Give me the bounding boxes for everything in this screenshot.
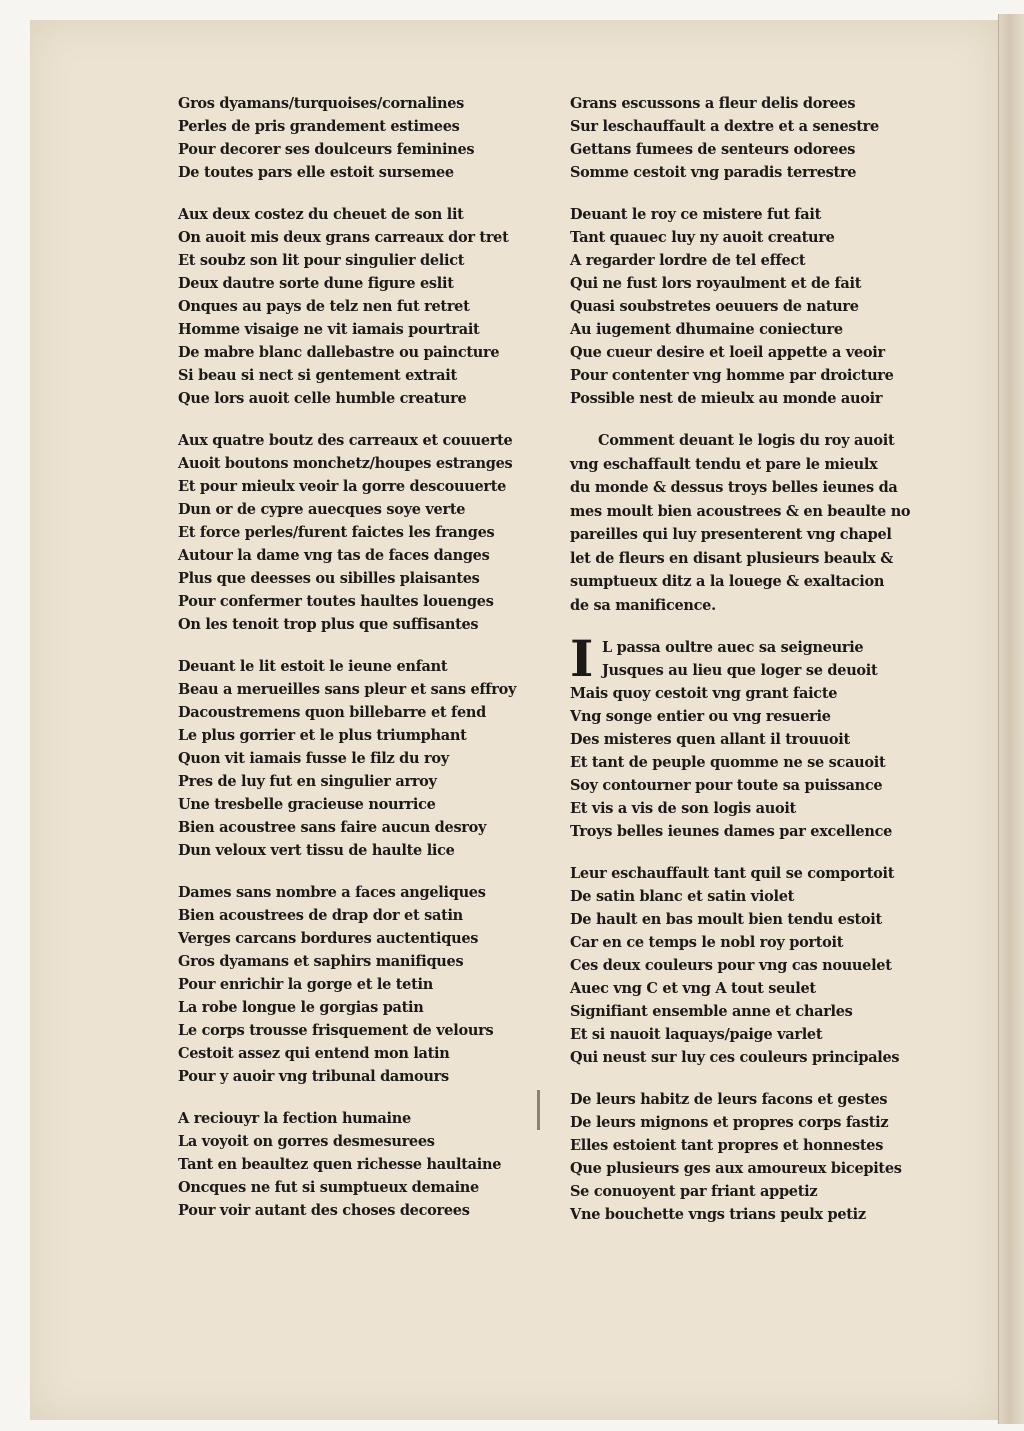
verse-line: Et tant de peuple quomme ne se scauoit xyxy=(570,754,886,771)
verse-line: Somme cestoit vng paradis terrestre xyxy=(570,164,857,181)
stanza xyxy=(570,92,950,184)
rubric-line: sumptueux ditz a la louege & exaltacion xyxy=(570,573,885,590)
rubric-line: pareilles qui luy presenterent vng chapel xyxy=(570,526,892,543)
verse-line: Deuant le lit estoit le ieune enfant xyxy=(178,658,448,675)
verse-line: Si beau si nect si gentement extrait xyxy=(178,367,457,384)
verse-line: Ces deux couleurs pour vng cas nouuelet xyxy=(570,957,892,974)
verse-line: Elles estoient tant propres et honnestes xyxy=(570,1137,884,1154)
verse-line: Deux dautre sorte dune figure eslit xyxy=(178,275,454,292)
verse-line: Sur leschauffault a dextre et a senestre xyxy=(570,118,879,135)
verse-line: De satin blanc et satin violet xyxy=(570,888,795,905)
stanza xyxy=(570,1088,950,1226)
verse-line: Et soubz son lit pour singulier delict xyxy=(178,252,465,269)
verse-line: Qui neust sur luy ces couleurs principales xyxy=(570,1049,900,1066)
verse-line: Grans escussons a fleur delis dorees xyxy=(570,95,856,112)
verse-line: Jusques au lieu que loger se deuoit xyxy=(602,662,878,679)
stanza xyxy=(178,655,528,862)
verse-line: Vng songe entier ou vng resuerie xyxy=(570,708,831,725)
verse-line: Gros dyamans/turquoises/cornalines xyxy=(178,95,465,112)
verse-line: Car en ce temps le nobl roy portoit xyxy=(570,934,844,951)
stanza xyxy=(570,629,950,843)
verse-line: Vne bouchette vngs trians peulx petiz xyxy=(570,1206,866,1223)
verse-line: Possible nest de mieulx au monde auoir xyxy=(570,390,883,407)
verse-line: Soy contourner pour toute sa puissance xyxy=(570,777,883,794)
verse-line: Mais quoy cestoit vng grant faicte xyxy=(570,685,838,702)
verse-line: Onques au pays de telz nen fut retret xyxy=(178,298,470,315)
left-column xyxy=(178,92,528,1241)
verse-line: Plus que deesses ou sibilles plaisantes xyxy=(178,570,480,587)
verse-line: Oncques ne fut si sumptueux demaine xyxy=(178,1179,479,1196)
verse-line: Pour confermer toutes haultes louenges xyxy=(178,593,494,610)
verse-line: On auoit mis deux grans carreaux dor tret xyxy=(178,229,509,246)
verse-line: Dun or de cypre auecques soye verte xyxy=(178,501,466,518)
verse-line: Bien acoustree sans faire aucun desroy xyxy=(178,819,487,836)
verse-line: Gettans fumees de senteurs odorees xyxy=(570,141,856,158)
verse-line: Dun veloux vert tissu de haulte lice xyxy=(178,842,455,859)
verse-line: De mabre blanc dallebastre ou paincture xyxy=(178,344,500,361)
margin-mark xyxy=(537,1090,540,1130)
verse-line: De hault en bas moult bien tendu estoit xyxy=(570,911,882,928)
verse-line: Pour voir autant des choses decorees xyxy=(178,1202,470,1219)
verse-line: Au iugement dhumaine coniecture xyxy=(570,321,843,338)
verse-line: Que lors auoit celle humble creature xyxy=(178,390,467,407)
verse-line: Beau a merueilles sans pleur et sans effroy xyxy=(178,681,517,698)
drop-capital: I xyxy=(570,629,594,688)
stanza xyxy=(178,203,528,410)
verse-line: Pour contenter vng homme par droicture xyxy=(570,367,894,384)
verse-line: Verges carcans bordures auctentiques xyxy=(178,930,479,947)
verse-line: Troys belles ieunes dames par excellence xyxy=(570,823,893,840)
facing-page-edge xyxy=(998,14,1024,1424)
verse-line: Auoit boutons monchetz/houpes estranges xyxy=(178,455,513,472)
verse-line: Et pour mieulx veoir la gorre descouuerte xyxy=(178,478,507,495)
verse-line: Perles de pris grandement estimees xyxy=(178,118,460,135)
verse-line: Se conuoyent par friant appetiz xyxy=(570,1183,818,1200)
verse-line: Leur eschauffault tant quil se comportoit xyxy=(570,865,895,882)
stanza xyxy=(570,203,950,410)
verse-line: Dames sans nombre a faces angeliques xyxy=(178,884,486,901)
verse-line: A regarder lordre de tel effect xyxy=(570,252,806,269)
verse-line: Que plusieurs ges aux amoureux bicepites xyxy=(570,1160,902,1177)
verse-line: Le plus gorrier et le plus triumphant xyxy=(178,727,467,744)
stanza xyxy=(178,1107,528,1222)
stanza xyxy=(178,881,528,1088)
rubric-line: mes moult bien acoustrees & en beaulte no xyxy=(570,502,911,520)
verse-line: Autour la dame vng tas de faces danges xyxy=(178,547,490,564)
verse-line: Que cueur desire et loeil appette a veoir xyxy=(570,344,885,361)
verse-line: Signifiant ensemble anne et charles xyxy=(570,1003,853,1020)
rubric-line: vng eschaffault tendu et pare le mieulx xyxy=(570,455,878,473)
verse-line: Gros dyamans et saphirs manifiques xyxy=(178,953,464,970)
verse-line: Tant quauec luy ny auoit creature xyxy=(570,229,835,246)
verse-line: Pour y auoir vng tribunal damours xyxy=(178,1068,449,1085)
verse-line: Pres de luy fut en singulier arroy xyxy=(178,773,437,790)
verse-line: Et vis a vis de son logis auoit xyxy=(570,800,796,817)
stanza xyxy=(178,92,528,184)
verse-line: Bien acoustrees de drap dor et satin xyxy=(178,907,463,924)
verse-line: Tant en beaultez quen richesse haultaine xyxy=(178,1156,502,1173)
rubric-line: du monde & dessus troys belles ieunes da xyxy=(570,479,898,496)
verse-line: Pour enrichir la gorge et le tetin xyxy=(178,976,433,993)
verse-line: Deuant le roy ce mistere fut fait xyxy=(570,206,822,223)
rubric-line: let de fleurs en disant plusieurs beaulx & xyxy=(570,549,894,567)
verse-line: L passa oultre auec sa seigneurie xyxy=(602,639,864,656)
verse-line: Quon vit iamais fusse le filz du roy xyxy=(178,750,449,767)
verse-line: Le corps trousse frisquement de velours xyxy=(178,1022,494,1039)
rubric-line: Comment deuant le logis du roy auoit xyxy=(598,432,895,449)
verse-line: De leurs habitz de leurs facons et gestes xyxy=(570,1091,888,1108)
verse-line: Quasi soubstretes oeuuers de nature xyxy=(570,298,859,315)
verse-line: Qui ne fust lors royaulment et de fait xyxy=(570,275,862,292)
stanza xyxy=(570,862,950,1069)
verse-line: Pour decorer ses doulceurs feminines xyxy=(178,141,475,158)
right-column xyxy=(570,92,950,1245)
verse-line: La voyoit on gorres desmesurees xyxy=(178,1133,435,1150)
verse-line: On les tenoit trop plus que suffisantes xyxy=(178,616,479,633)
verse-line: Auec vng C et vng A tout seulet xyxy=(570,980,816,997)
rubric-paragraph xyxy=(570,429,950,617)
verse-line: Et force perles/furent faictes les franges xyxy=(178,524,495,541)
verse-line: Aux deux costez du cheuet de son lit xyxy=(178,206,464,223)
verse-line: La robe longue le gorgias patin xyxy=(178,999,424,1016)
rubric-line: de sa manificence. xyxy=(570,596,716,614)
verse-line: Aux quatre boutz des carreaux et couuerte xyxy=(178,432,513,449)
stanza xyxy=(178,429,528,636)
verse-line: Dacoustremens quon billebarre et fend xyxy=(178,704,486,721)
verse-line: Et si nauoit laquays/paige varlet xyxy=(570,1026,823,1043)
verse-line: Une tresbelle gracieuse nourrice xyxy=(178,796,436,813)
verse-line: A reciouyr la fection humaine xyxy=(178,1110,411,1127)
verse-line: De toutes pars elle estoit sursemee xyxy=(178,164,454,181)
verse-line: Homme visaige ne vit iamais pourtrait xyxy=(178,321,480,338)
verse-line: Cestoit assez qui entend mon latin xyxy=(178,1045,450,1062)
verse-line: De leurs mignons et propres corps fastiz xyxy=(570,1114,889,1131)
verse-line: Des misteres quen allant il trouuoit xyxy=(570,731,850,748)
